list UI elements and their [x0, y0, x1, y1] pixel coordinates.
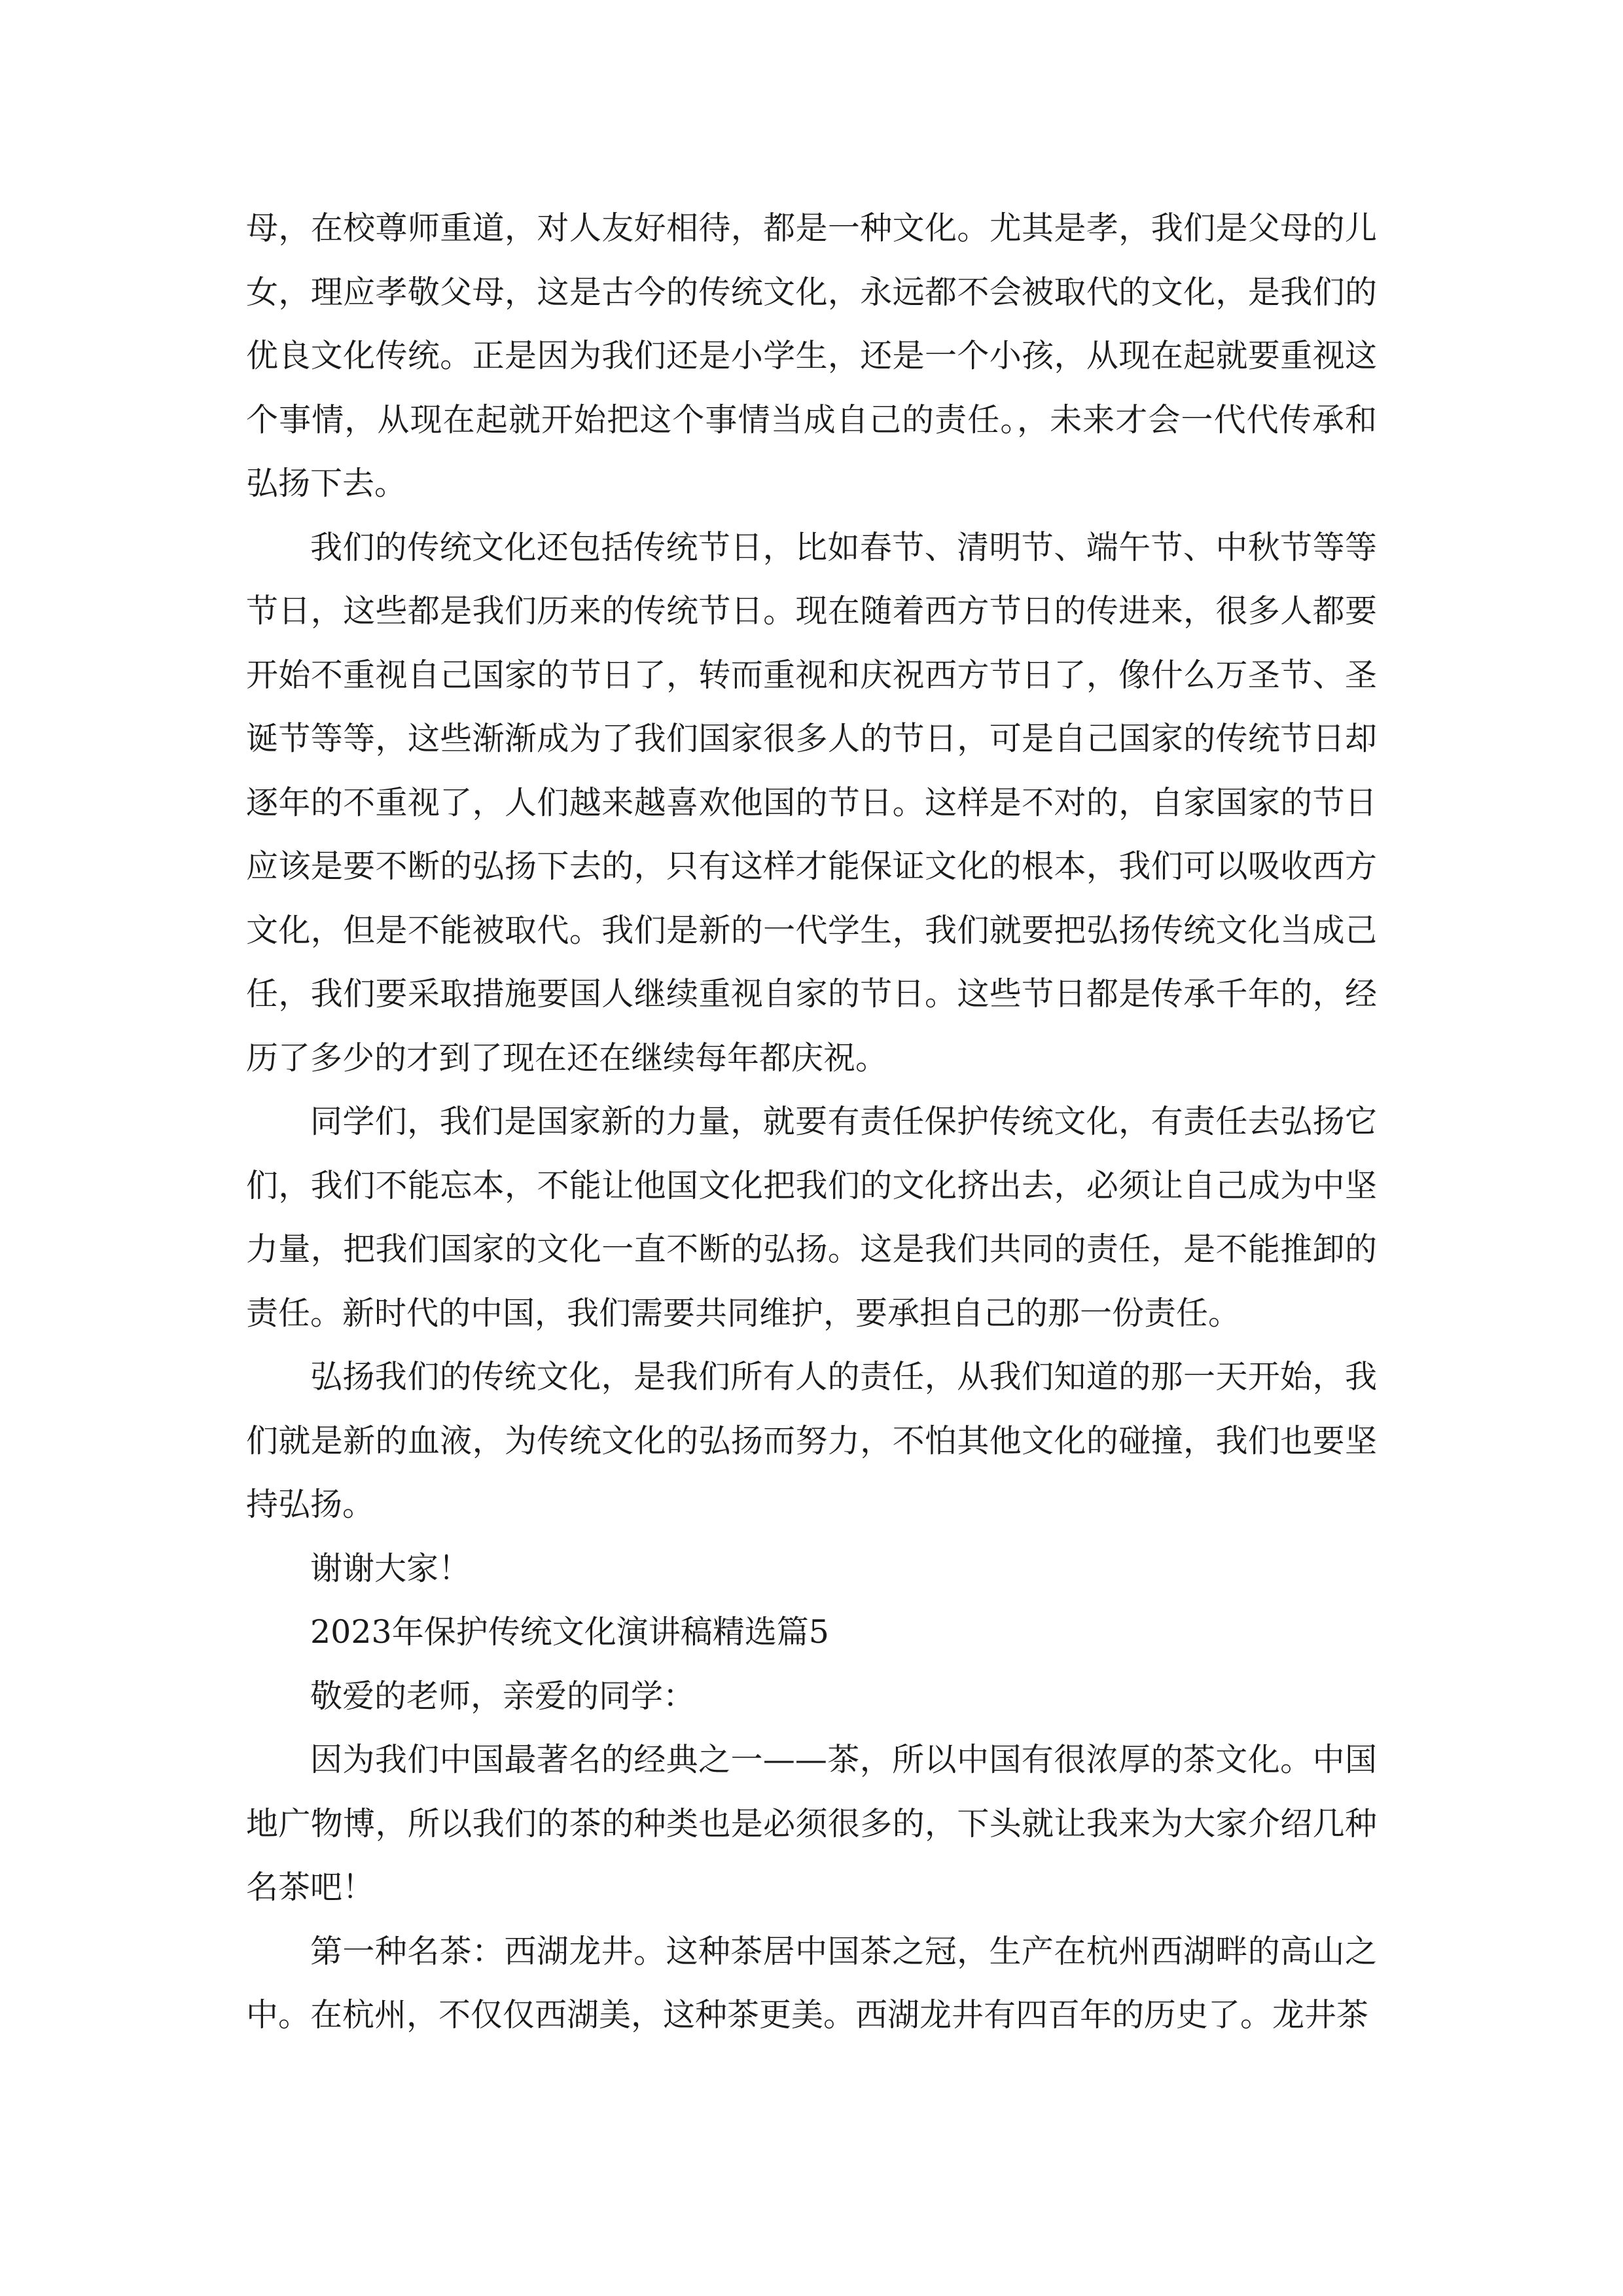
- paragraph-6: 第一种名茶：西湖龙井。这种茶居中国茶之冠，生产在杭州西湖畔的高山之中。在杭州，不仅仅西湖美，这种茶更美。西湖龙井有四百年的历史了。龙井茶: [246, 1932, 1377, 2034]
- closing-thanks: 谢谢大家！: [310, 1549, 471, 1587]
- section-heading: 2023年保护传统文化演讲稿精选篇5: [310, 1613, 829, 1651]
- document-page: [246, 196, 1377, 2047]
- paragraph-5: 因为我们中国最著名的经典之一——茶，所以中国有很浓厚的茶文化。中国地广物博，所以我们的茶的种类也是必须很多的，下头就让我来为大家介绍几种名茶吧！: [246, 1741, 1377, 1906]
- paragraph-4: 弘扬我们的传统文化，是我们所有人的责任，从我们知道的那一天开始，我们就是新的血液，为传统文化的弘扬而努力，不怕其他文化的碰撞，我们也要坚持弘扬。: [246, 1358, 1377, 1523]
- salutation: 敬爱的老师，亲爱的同学：: [310, 1677, 696, 1715]
- paragraph-2: 我们的传统文化还包括传统节日，比如春节、清明节、端午节、中秋节等等节日，这些都是我们历来的传统节日。现在随着西方节日的传进来，很多人都要开始不重视自己国家的节日了，转而重视和庆祝西方节日了，像什么万圣节、圣诞节等等，这些渐渐成为了我们国家很多人的节日，可是自己国家的传统节日却逐年的不重视了，人们越来越喜欢他国的节日。这样是不对的，自家国家的节日应该是要不断的弘扬下去的，只有这样才能保证文化的根本，我们可以吸收西方文化，但是不能被取代。我们是新的一代学生，我们就要把弘扬传统文化当成己任，我们要采取措施要国人继续重视自家的节日。这些节日都是传承千年的，经历了多少的才到了现在还在继续每年都庆祝。: [246, 528, 1377, 1077]
- paragraph-1: 母，在校尊师重道，对人友好相待，都是一种文化。尤其是孝，我们是父母的儿女，理应孝敬父母，这是古今的传统文化，永远都不会被取代的文化，是我们的优良文化传统。正是因为我们还是小学生，还是一个小孩，从现在起就要重视这个事情，从现在起就开始把这个事情当成自己的责任。，未来才会一代代传承和弘扬下去。: [246, 209, 1377, 502]
- paragraph-3: 同学们，我们是国家新的力量，就要有责任保护传统文化，有责任去弘扬它们，我们不能忘本，不能让他国文化把我们的文化挤出去，必须让自己成为中坚力量，把我们国家的文化一直不断的弘扬。这是我们共同的责任，是不能推卸的责任。新时代的中国，我们需要共同维护，要承担自己的那一份责任。: [246, 1103, 1377, 1332]
